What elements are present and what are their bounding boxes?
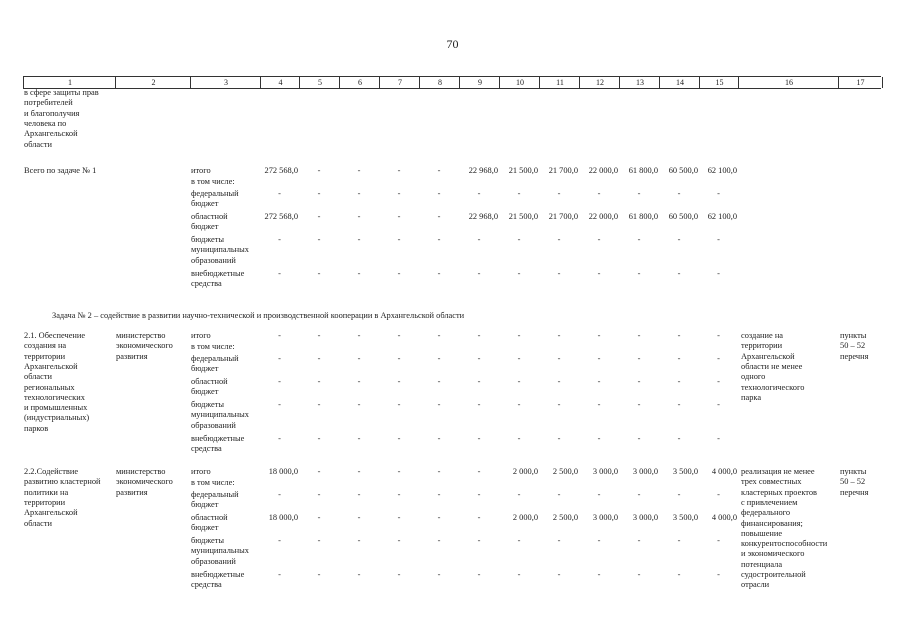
value-cell: - — [637, 331, 641, 340]
value-cell: - — [437, 490, 441, 499]
value-cell: - — [317, 434, 321, 443]
funding-source-label: бюджет — [191, 500, 219, 510]
header-cell: 6 — [339, 77, 380, 88]
value-cell: - — [597, 536, 601, 545]
funding-source-label: в том числе: — [191, 176, 235, 186]
value-cell: - — [677, 490, 681, 499]
row-title: технологических — [24, 392, 85, 402]
funding-source-label: бюджеты — [191, 400, 225, 409]
header-cell: 14 — [659, 77, 700, 88]
value-cell: 272 568,0 — [264, 212, 298, 221]
value-cell: - — [357, 189, 361, 198]
value-cell: - — [397, 269, 401, 278]
funding-source-label: федеральный — [191, 490, 239, 499]
value-cell: - — [517, 354, 521, 363]
value-cell: - — [637, 269, 641, 278]
row-title: 2.1. Обеспечение — [24, 331, 86, 340]
value-cell: - — [557, 490, 561, 499]
value-cell: - — [477, 490, 481, 499]
value-cell: - — [597, 377, 601, 386]
value-cell: - — [397, 166, 401, 175]
value-cell: - — [437, 235, 441, 244]
expected-result: реализация не менее — [741, 467, 815, 476]
funding-source-label: в том числе: — [191, 477, 235, 487]
value-cell: - — [677, 434, 681, 443]
value-cell: - — [677, 570, 681, 579]
funding-source-label: областной — [191, 377, 228, 386]
continuation-text: и благополучия — [24, 108, 80, 118]
funding-source-label: федеральный — [191, 189, 239, 198]
value-cell: - — [637, 354, 641, 363]
funding-source-label: областной — [191, 212, 228, 221]
value-cell: - — [357, 331, 361, 340]
value-cell: - — [477, 513, 481, 522]
row-title: Архангельской — [24, 508, 78, 518]
value-cell: - — [317, 354, 321, 363]
value-cell: - — [317, 166, 321, 175]
value-cell: - — [597, 331, 601, 340]
value-cell: - — [357, 269, 361, 278]
reference-text: перечня — [840, 487, 869, 497]
header-cell: 13 — [619, 77, 660, 88]
value-cell: - — [637, 377, 641, 386]
row-title: парков — [24, 423, 49, 433]
value-cell: 3 500,0 — [672, 513, 698, 522]
value-cell: - — [357, 166, 361, 175]
value-cell: 61 800,0 — [628, 212, 658, 221]
row-title: области — [24, 518, 52, 528]
value-cell: 21 700,0 — [548, 212, 578, 221]
value-cell: - — [477, 377, 481, 386]
value-cell: - — [717, 354, 720, 363]
value-cell: 62 100,0 — [707, 166, 737, 175]
value-cell: 2 500,0 — [552, 513, 578, 522]
page-number: 70 — [446, 37, 459, 51]
row-title: 2.2.Содействие — [24, 467, 79, 476]
value-cell: - — [477, 269, 481, 278]
value-cell: - — [317, 189, 321, 198]
expected-result: федерального — [741, 508, 791, 518]
funding-source-label: бюджет — [191, 222, 219, 232]
value-cell: 4 000,0 — [711, 513, 737, 522]
value-cell: - — [357, 212, 361, 221]
value-cell: 272 568,0 — [264, 166, 298, 175]
value-cell: - — [397, 189, 401, 198]
value-cell: - — [437, 513, 441, 522]
row-title: и промышленных — [24, 403, 88, 413]
value-cell: - — [517, 269, 521, 278]
value-cell: 22 968,0 — [468, 212, 498, 221]
funding-source-label: федеральный — [191, 354, 239, 363]
expected-result: потенциала — [741, 559, 783, 569]
value-cell: - — [717, 331, 720, 340]
expected-result: Архангельской — [741, 351, 795, 361]
value-cell: - — [477, 235, 481, 244]
value-cell: - — [557, 354, 561, 363]
value-cell: - — [278, 354, 281, 363]
value-cell: - — [437, 434, 441, 443]
value-cell: - — [477, 189, 481, 198]
value-cell: - — [597, 269, 601, 278]
value-cell: - — [317, 377, 321, 386]
reference-text: перечня — [840, 351, 869, 361]
value-cell: - — [397, 331, 401, 340]
funding-source-label: образований — [191, 255, 236, 265]
responsible-executor: развития — [116, 351, 148, 361]
expected-result: области не менее — [741, 361, 803, 371]
expected-result: территории — [741, 341, 783, 351]
continuation-text: потребителей — [24, 98, 73, 108]
header-cell: 15 — [699, 77, 739, 88]
value-cell: - — [597, 189, 601, 198]
value-cell: 2 000,0 — [512, 467, 538, 476]
funding-source-label: итого — [191, 331, 211, 340]
row-title: политики на — [24, 487, 69, 497]
value-cell: - — [397, 212, 401, 221]
value-cell: - — [437, 467, 441, 476]
value-cell: - — [397, 490, 401, 499]
value-cell: - — [278, 536, 281, 545]
value-cell: - — [477, 331, 481, 340]
expected-result: парка — [741, 392, 762, 402]
reference-text: пункты — [840, 331, 867, 340]
value-cell: - — [557, 570, 561, 579]
value-cell: - — [317, 536, 321, 545]
value-cell: - — [278, 490, 281, 499]
value-cell: 3 000,0 — [592, 513, 618, 522]
value-cell: 21 500,0 — [508, 166, 538, 175]
value-cell: - — [437, 354, 441, 363]
value-cell: - — [317, 490, 321, 499]
value-cell: 3 000,0 — [632, 467, 658, 476]
expected-result: технологического — [741, 382, 805, 392]
funding-source-label: бюджеты — [191, 536, 225, 545]
value-cell: - — [357, 354, 361, 363]
value-cell: - — [278, 269, 281, 278]
value-cell: - — [517, 377, 521, 386]
value-cell: 4 000,0 — [711, 467, 737, 476]
value-cell: - — [477, 570, 481, 579]
value-cell: - — [278, 377, 281, 386]
value-cell: - — [717, 235, 720, 244]
header-cell: 17 — [838, 77, 883, 88]
value-cell: - — [278, 189, 281, 198]
expected-result: повышение — [741, 528, 783, 538]
value-cell: - — [677, 377, 681, 386]
value-cell: - — [357, 536, 361, 545]
expected-result: с привлечением — [741, 497, 798, 507]
value-cell: - — [717, 400, 720, 409]
value-cell: - — [517, 570, 521, 579]
row-title: развитию кластерной — [24, 477, 101, 487]
value-cell: - — [597, 570, 601, 579]
value-cell: - — [437, 331, 441, 340]
expected-result: финансирования; — [741, 518, 803, 528]
value-cell: 18 000,0 — [268, 513, 298, 522]
value-cell: - — [317, 400, 321, 409]
value-cell: - — [717, 269, 720, 278]
value-cell: - — [597, 235, 601, 244]
row-title: региональных — [24, 382, 75, 392]
value-cell: - — [677, 269, 681, 278]
row-title: (индустриальных) — [24, 413, 90, 423]
value-cell: 2 500,0 — [552, 467, 578, 476]
value-cell: - — [278, 235, 281, 244]
value-cell: - — [637, 434, 641, 443]
reference-text: 50 – 52 — [840, 341, 866, 351]
header-cell: 5 — [299, 77, 340, 88]
value-cell: - — [637, 570, 641, 579]
value-cell: - — [437, 166, 441, 175]
value-cell: - — [517, 434, 521, 443]
value-cell: - — [477, 536, 481, 545]
task-heading: Задача № 2 – содействие в развитии научно-технической и производственной кооперации в Архангельской области — [52, 311, 465, 320]
continuation-text: человека по — [24, 118, 67, 128]
value-cell: - — [317, 212, 321, 221]
value-cell: - — [357, 490, 361, 499]
funding-source-label: средства — [191, 444, 222, 454]
value-cell: 22 968,0 — [468, 166, 498, 175]
value-cell: - — [597, 490, 601, 499]
value-cell: 3 000,0 — [592, 467, 618, 476]
expected-result: кластерных проектов — [741, 487, 817, 497]
value-cell: - — [357, 570, 361, 579]
value-cell: 22 000,0 — [588, 166, 618, 175]
funding-source-label: внебюджетные — [191, 570, 245, 579]
value-cell: - — [517, 536, 521, 545]
value-cell: - — [357, 377, 361, 386]
value-cell: - — [437, 570, 441, 579]
funding-source-label: итого — [191, 166, 211, 175]
value-cell: - — [317, 570, 321, 579]
funding-source-label: внебюджетные — [191, 269, 245, 278]
value-cell: - — [677, 354, 681, 363]
continuation-text: в сфере защиты прав — [24, 88, 99, 97]
header-cell: 12 — [579, 77, 620, 88]
value-cell: - — [437, 269, 441, 278]
header-cell: 8 — [419, 77, 460, 88]
value-cell: - — [557, 377, 561, 386]
value-cell: - — [517, 331, 521, 340]
value-cell: - — [677, 331, 681, 340]
value-cell: - — [557, 400, 561, 409]
responsible-executor: экономического — [116, 477, 173, 487]
value-cell: - — [517, 235, 521, 244]
value-cell: 60 500,0 — [668, 166, 698, 175]
responsible-executor: экономического — [116, 341, 173, 351]
value-cell: - — [278, 331, 281, 340]
row-title: территории — [24, 351, 66, 361]
value-cell: - — [637, 235, 641, 244]
value-cell: 21 700,0 — [548, 166, 578, 175]
value-cell: - — [278, 434, 281, 443]
value-cell: - — [717, 536, 720, 545]
value-cell: - — [397, 536, 401, 545]
value-cell: - — [517, 189, 521, 198]
header-cell: 4 — [260, 77, 300, 88]
value-cell: 3 000,0 — [632, 513, 658, 522]
funding-source-label: бюджет — [191, 199, 219, 209]
funding-source-label: средства — [191, 580, 222, 590]
value-cell: - — [597, 354, 601, 363]
value-cell: - — [437, 400, 441, 409]
value-cell: - — [397, 434, 401, 443]
value-cell: - — [477, 434, 481, 443]
header-cell: 1 — [23, 77, 116, 88]
row-title: области — [24, 372, 52, 382]
value-cell: - — [357, 467, 361, 476]
funding-source-label: бюджет — [191, 523, 219, 533]
funding-source-label: образований — [191, 556, 236, 566]
responsible-executor: министерство — [116, 331, 166, 340]
funding-source-label: бюджет — [191, 387, 219, 397]
row-title: территории — [24, 497, 66, 507]
funding-source-label: средства — [191, 279, 222, 289]
value-cell: - — [477, 400, 481, 409]
funding-source-label: бюджет — [191, 364, 219, 374]
value-cell: - — [357, 400, 361, 409]
value-cell: - — [357, 235, 361, 244]
value-cell: 60 500,0 — [668, 212, 698, 221]
value-cell: - — [637, 400, 641, 409]
value-cell: - — [677, 536, 681, 545]
continuation-text: Архангельской — [24, 129, 78, 139]
value-cell: - — [557, 434, 561, 443]
value-cell: - — [717, 434, 720, 443]
value-cell: - — [517, 400, 521, 409]
value-cell: - — [397, 570, 401, 579]
expected-result: создание на — [741, 331, 784, 340]
expected-result: трех совместных — [741, 477, 802, 487]
funding-source-label: в том числе: — [191, 341, 235, 351]
value-cell: - — [437, 536, 441, 545]
value-cell: 61 800,0 — [628, 166, 658, 175]
header-cell: 2 — [115, 77, 191, 88]
value-cell: - — [397, 513, 401, 522]
value-cell: 21 500,0 — [508, 212, 538, 221]
expected-result: одного — [741, 372, 766, 382]
value-cell: - — [677, 235, 681, 244]
value-cell: 2 000,0 — [512, 513, 538, 522]
funding-source-label: муниципальных — [191, 410, 249, 420]
funding-source-label: итого — [191, 467, 211, 476]
header-cell: 11 — [539, 77, 580, 88]
value-cell: - — [397, 467, 401, 476]
value-cell: - — [317, 513, 321, 522]
responsible-executor: министерство — [116, 467, 166, 476]
header-cell: 7 — [379, 77, 420, 88]
value-cell: - — [278, 570, 281, 579]
value-cell: - — [397, 377, 401, 386]
value-cell: - — [717, 377, 720, 386]
header-cell: 3 — [190, 77, 261, 88]
reference-text: 50 – 52 — [840, 477, 866, 487]
funding-source-label: образований — [191, 420, 236, 430]
responsible-executor: развития — [116, 487, 148, 497]
value-cell: - — [437, 212, 441, 221]
expected-result: отрасли — [741, 580, 770, 590]
value-cell: - — [437, 189, 441, 198]
header-cell: 16 — [738, 77, 839, 88]
funding-source-label: муниципальных — [191, 245, 249, 255]
value-cell: - — [637, 536, 641, 545]
value-cell: - — [557, 189, 561, 198]
value-cell: - — [677, 189, 681, 198]
row-title: Архангельской — [24, 361, 78, 371]
funding-source-label: областной — [191, 513, 228, 522]
value-cell: - — [278, 400, 281, 409]
value-cell: - — [317, 269, 321, 278]
value-cell: - — [477, 467, 481, 476]
value-cell: - — [717, 570, 720, 579]
value-cell: 18 000,0 — [268, 467, 298, 476]
value-cell: - — [557, 269, 561, 278]
value-cell: - — [637, 189, 641, 198]
funding-source-label: внебюджетные — [191, 434, 245, 443]
expected-result: судостроительной — [741, 570, 806, 579]
header-cell: 9 — [459, 77, 500, 88]
value-cell: 62 100,0 — [707, 212, 737, 221]
value-cell: 22 000,0 — [588, 212, 618, 221]
table-header — [23, 76, 881, 89]
expected-result: и экономического — [741, 549, 805, 559]
value-cell: - — [557, 536, 561, 545]
funding-source-label: бюджеты — [191, 235, 225, 244]
value-cell: - — [397, 400, 401, 409]
value-cell: - — [557, 331, 561, 340]
value-cell: - — [397, 235, 401, 244]
continuation-text: области — [24, 139, 52, 149]
header-cell: 10 — [499, 77, 540, 88]
value-cell: - — [557, 235, 561, 244]
value-cell: - — [717, 189, 720, 198]
value-cell: - — [477, 354, 481, 363]
value-cell: - — [517, 490, 521, 499]
value-cell: - — [397, 354, 401, 363]
reference-text: пункты — [840, 467, 867, 476]
value-cell: - — [357, 513, 361, 522]
row-title: создания на — [24, 341, 67, 351]
value-cell: - — [597, 434, 601, 443]
value-cell: - — [637, 490, 641, 499]
value-cell: - — [357, 434, 361, 443]
expected-result: конкурентоспособности — [741, 539, 828, 549]
row-title: Всего по задаче № 1 — [24, 166, 97, 175]
value-cell: 3 500,0 — [672, 467, 698, 476]
value-cell: - — [317, 235, 321, 244]
value-cell: - — [677, 400, 681, 409]
value-cell: - — [717, 490, 720, 499]
funding-source-label: муниципальных — [191, 546, 249, 556]
value-cell: - — [597, 400, 601, 409]
value-cell: - — [437, 377, 441, 386]
value-cell: - — [317, 331, 321, 340]
value-cell: - — [317, 467, 321, 476]
